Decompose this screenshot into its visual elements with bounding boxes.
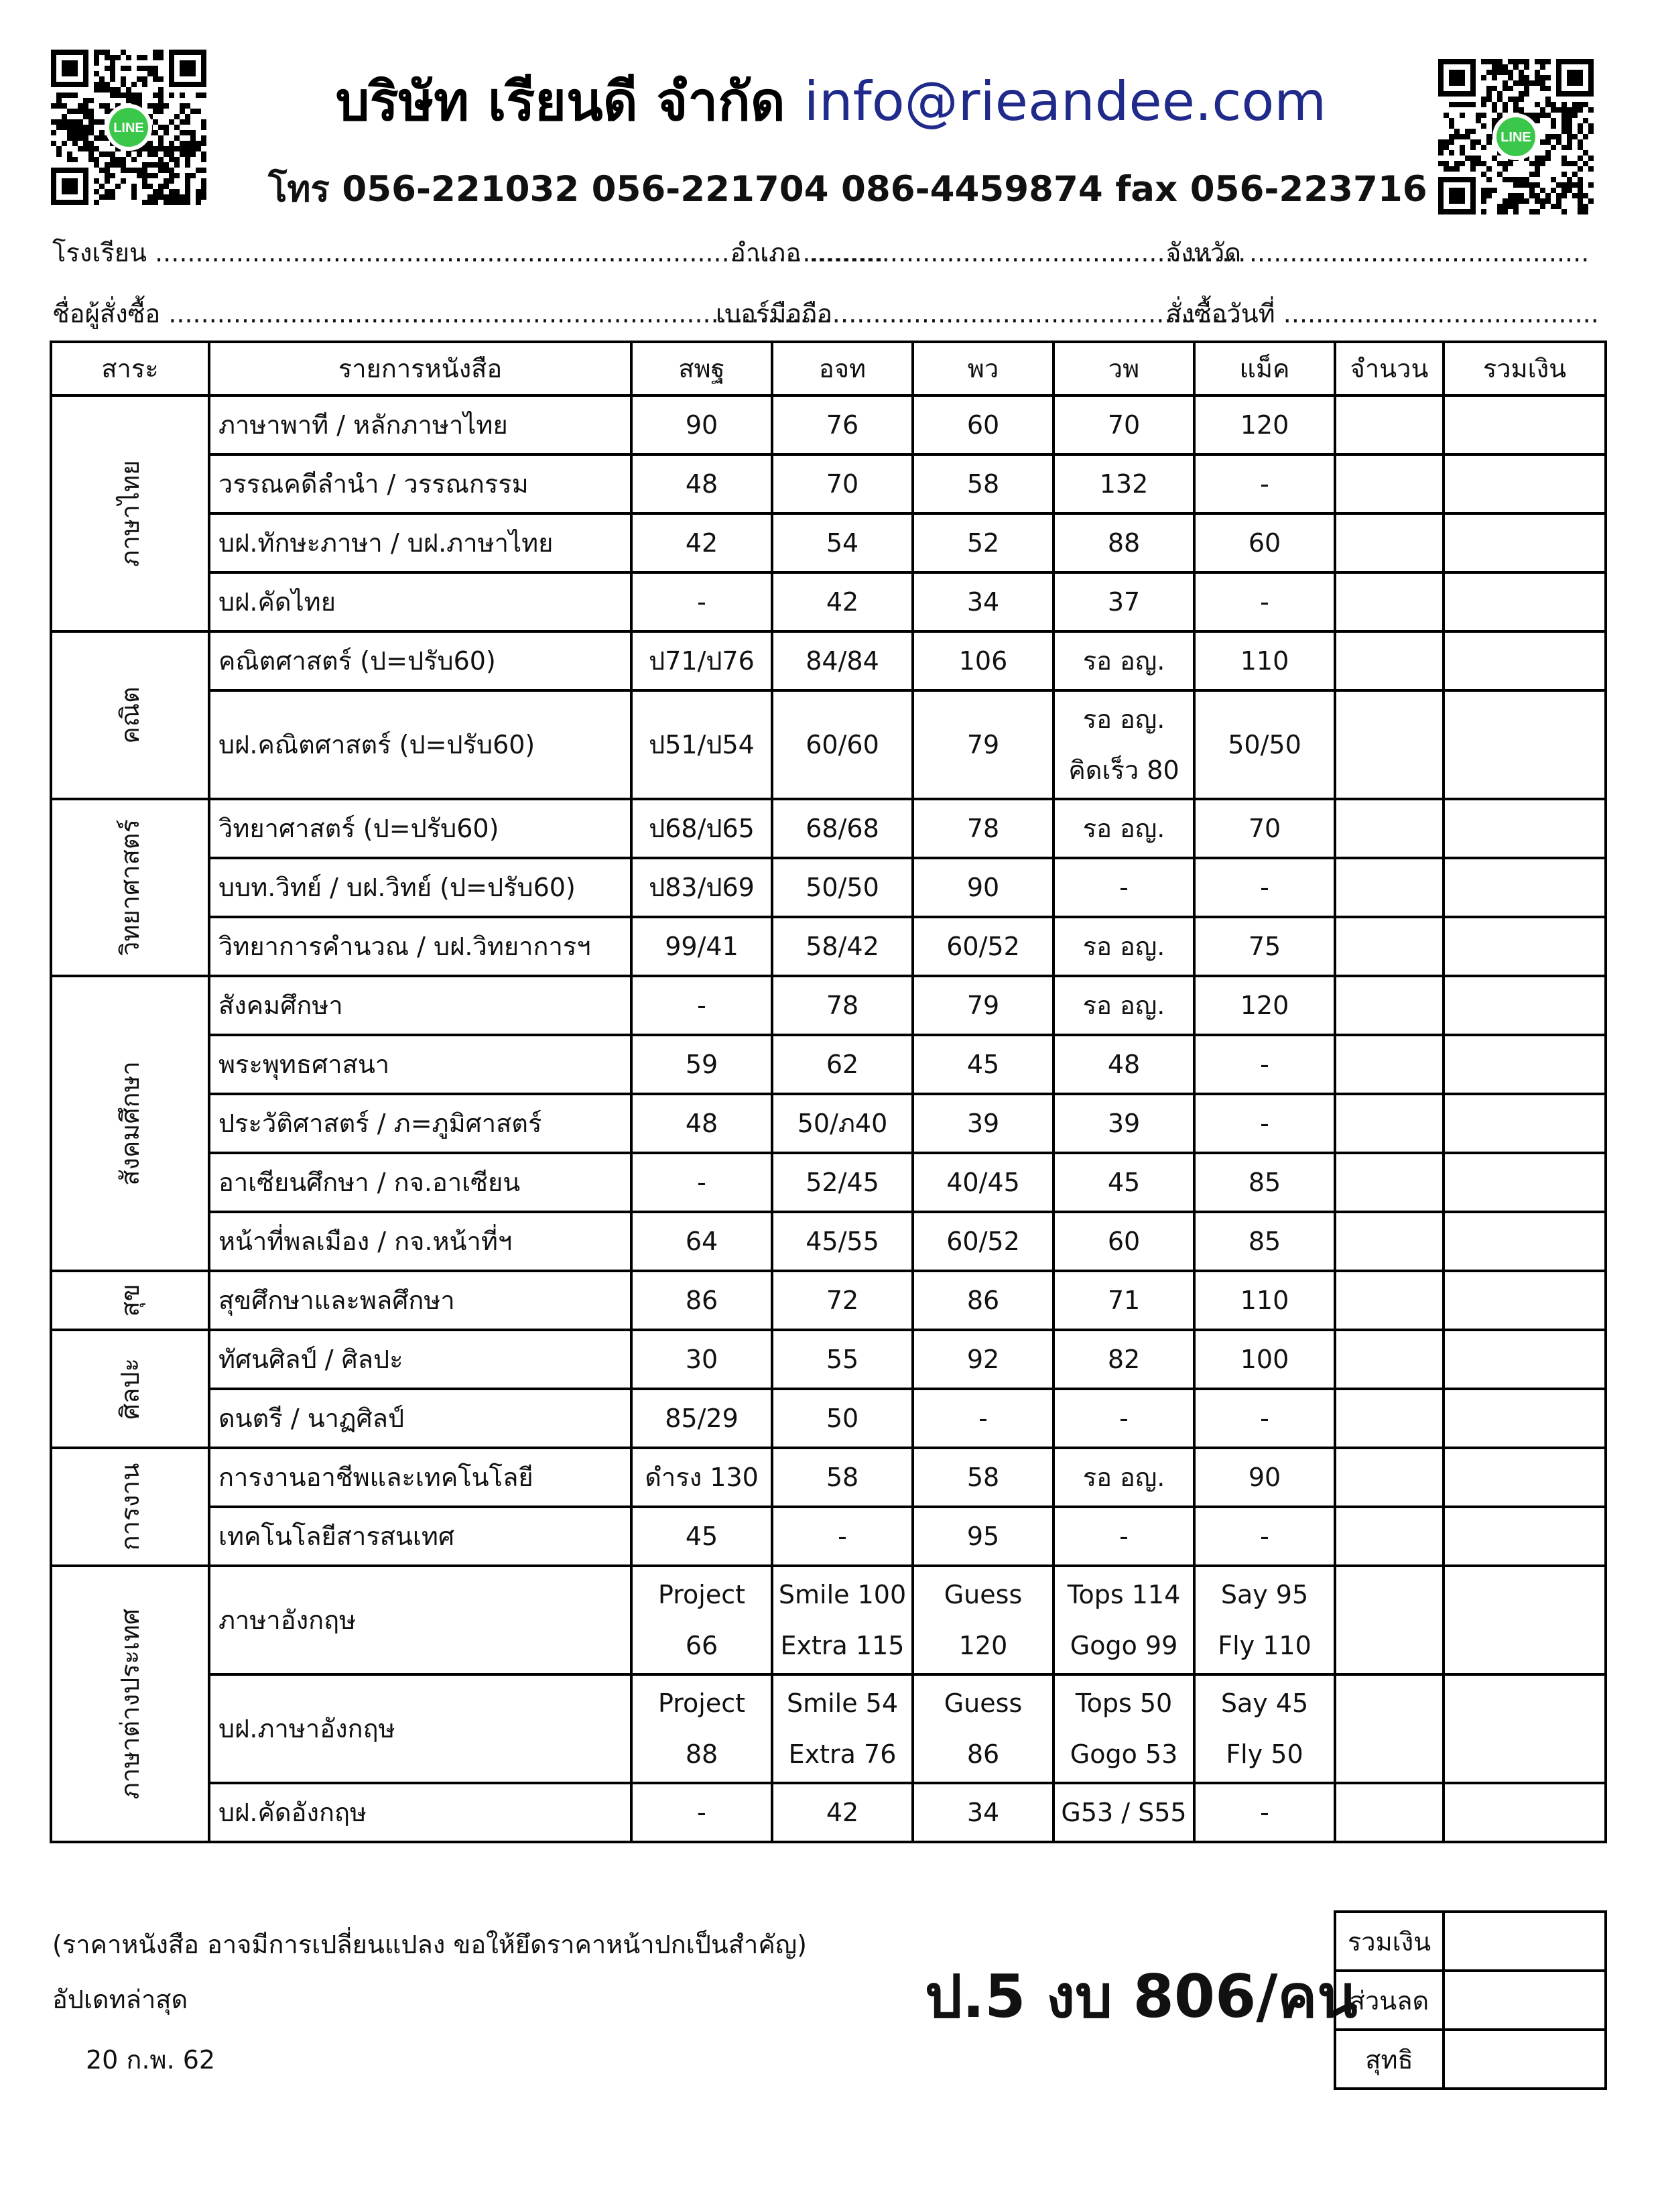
price-cell: 85 [1194, 1153, 1335, 1212]
subtotal-input-cell[interactable] [1444, 1035, 1606, 1094]
updated-label: อัปเดทล่าสุด [52, 1985, 188, 2014]
subject-label: วิทยาศาสตร์ [115, 819, 145, 956]
price-cell: รอ อญ. [1053, 917, 1194, 976]
subtotal-input-cell[interactable] [1444, 1094, 1606, 1153]
book-name-cell: ภาษาพาที / หลักภาษาไทย [209, 395, 631, 454]
price-cell: Tops 114 Gogo 99 [1053, 1566, 1194, 1674]
subtotal-input-cell[interactable] [1444, 631, 1606, 690]
price-cell: 90 [631, 395, 772, 454]
price-cell: - [1194, 1507, 1335, 1566]
table-row [51, 1035, 1606, 1094]
district-field[interactable]: อำเภอ ...................................................... [730, 238, 1246, 267]
quantity-input-cell[interactable] [1335, 690, 1444, 799]
price-cell: 84/84 [772, 631, 913, 690]
subject-label: สังคมศึกษา [115, 1061, 145, 1186]
price-cell: 58/42 [772, 917, 913, 976]
company-phone: โทร 056-221032 056-221704 086-4459874 fax 056-223716 [268, 169, 1427, 210]
subtotal-input-cell[interactable] [1444, 1507, 1606, 1566]
book-order-table [50, 341, 1607, 1843]
book-name-cell: ประวัติศาสตร์ / ภ=ภูมิศาสตร์ [209, 1094, 631, 1153]
price-cell: รอ อญ. [1053, 631, 1194, 690]
price-cell: ป51/ป54 [631, 690, 772, 799]
subtotal-input-cell[interactable] [1444, 1674, 1606, 1783]
subtotal-input-cell[interactable] [1444, 976, 1606, 1035]
price-cell: 95 [913, 1507, 1053, 1566]
column-header: วพ [1053, 342, 1194, 395]
price-cell: - [1194, 1389, 1335, 1448]
price-cell: 45 [913, 1035, 1053, 1094]
book-name-cell: บบท.วิทย์ / บฝ.วิทย์ (ป=ปรับ60) [209, 858, 631, 917]
price-cell: - [1053, 1389, 1194, 1448]
table-row [51, 1212, 1606, 1271]
totals-row [1335, 2030, 1606, 2089]
price-cell: 70 [772, 454, 913, 513]
price-cell: - [1053, 1507, 1194, 1566]
price-cell: 79 [913, 690, 1053, 799]
price-cell: 110 [1194, 1271, 1335, 1330]
book-name-cell: วรรณคดีลำนำ / วรรณกรรม [209, 454, 631, 513]
price-cell: 40/45 [913, 1153, 1053, 1212]
price-cell: รอ อญ. [1053, 976, 1194, 1035]
subtotal-input-cell[interactable] [1444, 1330, 1606, 1389]
line-logo-text: LINE [113, 121, 144, 135]
quantity-input-cell[interactable] [1335, 976, 1444, 1035]
price-cell: 86 [913, 1271, 1053, 1330]
subject-cell [51, 799, 209, 976]
price-cell: 60 [913, 395, 1053, 454]
subject-cell [51, 976, 209, 1271]
subtotal-input-cell[interactable] [1444, 858, 1606, 917]
quantity-input-cell[interactable] [1335, 1212, 1444, 1271]
book-name-cell: คณิตศาสตร์ (ป=ปรับ60) [209, 631, 631, 690]
table-row [51, 1674, 1606, 1783]
subject-cell [51, 1330, 209, 1448]
subtotal-input-cell[interactable] [1444, 1448, 1606, 1507]
price-cell: - [1194, 1035, 1335, 1094]
price-cell: 85 [1194, 1212, 1335, 1271]
price-cell: Tops 50 Gogo 53 [1053, 1674, 1194, 1783]
table-row [51, 572, 1606, 631]
company-email[interactable]: info@rieandee.com [804, 70, 1327, 133]
subtotal-input-cell[interactable] [1444, 1153, 1606, 1212]
quantity-input-cell[interactable] [1335, 1507, 1444, 1566]
price-cell: 52 [913, 513, 1053, 572]
price-cell: - [913, 1389, 1053, 1448]
price-cell: - [1194, 454, 1335, 513]
subtotal-input-cell[interactable] [1444, 1212, 1606, 1271]
book-name-cell: การงานอาชีพและเทคโนโลยี [209, 1448, 631, 1507]
price-cell: 39 [913, 1094, 1053, 1153]
subtotal-input-cell[interactable] [1444, 395, 1606, 454]
price-cell: 42 [631, 513, 772, 572]
price-cell: Guess 86 [913, 1674, 1053, 1783]
province-field[interactable]: จังหวัด .......................................... [1166, 238, 1590, 267]
price-cell: - [1194, 858, 1335, 917]
quantity-input-cell[interactable] [1335, 1448, 1444, 1507]
price-cell: 50/ภ40 [772, 1094, 913, 1153]
price-cell: - [1053, 858, 1194, 917]
table-row [51, 454, 1606, 513]
price-cell: Smile 100 Extra 115 [772, 1566, 913, 1674]
totals-label: รวมเงิน [1335, 1912, 1444, 1971]
table-row [51, 976, 1606, 1035]
price-cell: 45/55 [772, 1212, 913, 1271]
price-cell: 59 [631, 1035, 772, 1094]
quantity-input-cell[interactable] [1335, 1035, 1444, 1094]
price-cell: 88 [1053, 513, 1194, 572]
table-row [51, 1271, 1606, 1330]
price-cell: 120 [1194, 395, 1335, 454]
column-header: อจท [772, 342, 913, 395]
price-cell: 42 [772, 1783, 913, 1842]
price-cell: 58 [913, 454, 1053, 513]
price-cell: Say 45 Fly 50 [1194, 1674, 1335, 1783]
price-cell: 72 [772, 1271, 913, 1330]
buyer-field[interactable]: ชื่อผู้สั่งซื้อ .................................................................................... [52, 299, 848, 328]
book-name-cell: บฝ.ภาษาอังกฤษ [209, 1674, 631, 1783]
price-cell: 42 [772, 572, 913, 631]
subject-label: ภาษาไทย [115, 460, 145, 567]
price-cell: Guess 120 [913, 1566, 1053, 1674]
price-cell: 37 [1053, 572, 1194, 631]
table-row [51, 1448, 1606, 1507]
table-row [51, 1783, 1606, 1842]
price-cell: - [631, 572, 772, 631]
price-cell: 79 [913, 976, 1053, 1035]
price-cell: 78 [913, 799, 1053, 858]
table-row [51, 1094, 1606, 1153]
subtotal-input-cell[interactable] [1444, 690, 1606, 799]
line-qr-code-right [1438, 59, 1594, 214]
price-cell: 50/50 [772, 858, 913, 917]
totals-row [1335, 1971, 1606, 2030]
company-header [268, 59, 1394, 144]
line-logo-text: LINE [1500, 130, 1531, 145]
price-cell: 68/68 [772, 799, 913, 858]
totals-value-cell[interactable] [1444, 2030, 1606, 2089]
price-cell: 120 [1194, 976, 1335, 1035]
price-cell: 62 [772, 1035, 913, 1094]
price-cell: 60 [1194, 513, 1335, 572]
price-cell: Project 66 [631, 1566, 772, 1674]
book-name-cell: สุขศึกษาและพลศึกษา [209, 1271, 631, 1330]
book-name-cell: ดนตรี / นาฏศิลป์ [209, 1389, 631, 1448]
subject-label: การงาน [115, 1463, 145, 1551]
book-name-cell: เทคโนโลยีสารสนเทศ [209, 1507, 631, 1566]
price-cell: - [1194, 1094, 1335, 1153]
subtotal-input-cell[interactable] [1444, 1271, 1606, 1330]
subject-cell [51, 631, 209, 799]
price-cell: 100 [1194, 1330, 1335, 1389]
price-cell: Say 95 Fly 110 [1194, 1566, 1335, 1674]
table-row [51, 1153, 1606, 1212]
column-header: แม็ค [1194, 342, 1335, 395]
subtotal-input-cell[interactable] [1444, 1566, 1606, 1674]
mobile-field[interactable]: เบอร์มือถือ ................................................. [716, 299, 1237, 328]
quantity-input-cell[interactable] [1335, 1330, 1444, 1389]
quantity-input-cell[interactable] [1335, 513, 1444, 572]
price-cell: 50/50 [1194, 690, 1335, 799]
totals-table [1334, 1910, 1607, 2090]
quantity-input-cell[interactable] [1335, 395, 1444, 454]
subject-label: ภาษาต่างประเทศ [115, 1608, 145, 1800]
totals-label: สุทธิ [1335, 2030, 1444, 2089]
quantity-input-cell[interactable] [1335, 799, 1444, 858]
table-row [51, 1507, 1606, 1566]
price-cell: 75 [1194, 917, 1335, 976]
price-cell: - [1194, 572, 1335, 631]
price-cell: 64 [631, 1212, 772, 1271]
column-header: พว [913, 342, 1053, 395]
subtotal-input-cell[interactable] [1444, 572, 1606, 631]
school-field[interactable]: โรงเรียน .......................................................................................... [52, 238, 884, 267]
subject-cell [51, 1566, 209, 1842]
price-cell: 60/52 [913, 1212, 1053, 1271]
price-cell: 90 [913, 858, 1053, 917]
price-cell: 71 [1053, 1271, 1194, 1330]
price-cell: รอ อญ. คิดเร็ว 80 [1053, 690, 1194, 799]
price-cell: 86 [631, 1271, 772, 1330]
quantity-input-cell[interactable] [1335, 1783, 1444, 1842]
subtotal-input-cell[interactable] [1444, 799, 1606, 858]
price-cell: ป68/ป65 [631, 799, 772, 858]
price-cell: 30 [631, 1330, 772, 1389]
price-cell: - [772, 1507, 913, 1566]
line-qr-code-left [51, 50, 206, 205]
price-cell: รอ อญ. [1053, 799, 1194, 858]
quantity-input-cell[interactable] [1335, 858, 1444, 917]
totals-label: ส่วนลด [1335, 1971, 1444, 2030]
price-cell: 92 [913, 1330, 1053, 1389]
subtotal-input-cell[interactable] [1444, 513, 1606, 572]
table-row [51, 690, 1606, 799]
updated-date: 20 ก.พ. 62 [86, 2045, 216, 2075]
book-name-cell: บฝ.คัดไทย [209, 572, 631, 631]
price-cell: 60 [1053, 1212, 1194, 1271]
table-header-row [51, 342, 1606, 395]
price-cell: 52/45 [772, 1153, 913, 1212]
book-name-cell: วิทยาการคำนวณ / บฝ.วิทยาการฯ [209, 917, 631, 976]
table-row [51, 395, 1606, 454]
book-name-cell: ภาษาอังกฤษ [209, 1566, 631, 1674]
price-cell: - [631, 1783, 772, 1842]
quantity-input-cell[interactable] [1335, 1674, 1444, 1783]
price-cell: 58 [772, 1448, 913, 1507]
price-cell: 110 [1194, 631, 1335, 690]
price-cell: 48 [631, 454, 772, 513]
price-cell: Smile 54 Extra 76 [772, 1674, 913, 1783]
table-row [51, 1566, 1606, 1674]
quantity-input-cell[interactable] [1335, 1389, 1444, 1448]
table-row [51, 1330, 1606, 1389]
table-row [51, 631, 1606, 690]
price-cell: ป83/ป69 [631, 858, 772, 917]
totals-value-cell[interactable] [1444, 1971, 1606, 2030]
price-cell: 76 [772, 395, 913, 454]
book-name-cell: วิทยาศาสตร์ (ป=ปรับ60) [209, 799, 631, 858]
book-name-cell: บฝ.คณิตศาสตร์ (ป=ปรับ60) [209, 690, 631, 799]
book-name-cell: บฝ.คัดอังกฤษ [209, 1783, 631, 1842]
table-row [51, 1389, 1606, 1448]
price-cell: 34 [913, 572, 1053, 631]
subject-cell [51, 395, 209, 631]
price-note: (ราคาหนังสือ อาจมีการเปลี่ยนแปลง ขอให้ยึดราคาหน้าปกเป็นสำคัญ) [52, 1930, 807, 1959]
price-cell: 106 [913, 631, 1053, 690]
price-cell: 50 [772, 1389, 913, 1448]
price-cell: - [631, 976, 772, 1035]
table-row [51, 917, 1606, 976]
company-name: บริษัท เรียนดี จำกัด [335, 70, 785, 133]
subject-label: ศิลปะ [115, 1358, 145, 1420]
price-cell: 48 [1053, 1035, 1194, 1094]
table-row [51, 799, 1606, 858]
price-cell: ป71/ป76 [631, 631, 772, 690]
price-cell: 58 [913, 1448, 1053, 1507]
price-cell: 45 [631, 1507, 772, 1566]
price-cell: 90 [1194, 1448, 1335, 1507]
subtotal-input-cell[interactable] [1444, 454, 1606, 513]
column-header: สาระ [51, 342, 209, 395]
price-cell: ดำรง 130 [631, 1448, 772, 1507]
book-name-cell: บฝ.ทักษะภาษา / บฝ.ภาษาไทย [209, 513, 631, 572]
column-header: สพฐ [631, 342, 772, 395]
price-cell: 85/29 [631, 1389, 772, 1448]
price-cell: 54 [772, 513, 913, 572]
table-row [51, 858, 1606, 917]
subtotal-input-cell[interactable] [1444, 1783, 1606, 1842]
price-cell: 70 [1194, 799, 1335, 858]
subject-label: สุข [115, 1284, 145, 1317]
quantity-input-cell[interactable] [1335, 1094, 1444, 1153]
order-date-field[interactable]: สั่งซื้อวันที่ ....................................... [1166, 299, 1599, 328]
book-name-cell: หน้าที่พลเมือง / กจ.หน้าที่ฯ [209, 1212, 631, 1271]
price-cell: 82 [1053, 1330, 1194, 1389]
column-header: รายการหนังสือ [209, 342, 631, 395]
book-name-cell: อาเซียนศึกษา / กจ.อาเซียน [209, 1153, 631, 1212]
column-header: จำนวน [1335, 342, 1444, 395]
price-cell: 70 [1053, 395, 1194, 454]
price-cell: 60/60 [772, 690, 913, 799]
price-cell: 34 [913, 1783, 1053, 1842]
column-header: รวมเงิน [1444, 342, 1606, 395]
price-cell: Project 88 [631, 1674, 772, 1783]
totals-value-cell[interactable] [1444, 1912, 1606, 1971]
price-cell: 99/41 [631, 917, 772, 976]
price-cell: G53 / S55 [1053, 1783, 1194, 1842]
price-cell: รอ อญ. [1053, 1448, 1194, 1507]
subject-label: คณิต [115, 686, 145, 744]
price-cell: 78 [772, 976, 913, 1035]
quantity-input-cell[interactable] [1335, 1271, 1444, 1330]
price-cell: - [631, 1153, 772, 1212]
subtotal-input-cell[interactable] [1444, 1389, 1606, 1448]
price-cell: 60/52 [913, 917, 1053, 976]
subject-cell [51, 1448, 209, 1566]
quantity-input-cell[interactable] [1335, 454, 1444, 513]
price-cell: 132 [1053, 454, 1194, 513]
quantity-input-cell[interactable] [1335, 917, 1444, 976]
quantity-input-cell[interactable] [1335, 1566, 1444, 1674]
quantity-input-cell[interactable] [1335, 631, 1444, 690]
quantity-input-cell[interactable] [1335, 572, 1444, 631]
subject-cell [51, 1271, 209, 1330]
book-name-cell: พระพุทธศาสนา [209, 1035, 631, 1094]
subtotal-input-cell[interactable] [1444, 917, 1606, 976]
quantity-input-cell[interactable] [1335, 1153, 1444, 1212]
price-cell: 45 [1053, 1153, 1194, 1212]
price-cell: 48 [631, 1094, 772, 1153]
book-name-cell: สังคมศึกษา [209, 976, 631, 1035]
book-name-cell: ทัศนศิลป์ / ศิลปะ [209, 1330, 631, 1389]
price-cell: 39 [1053, 1094, 1194, 1153]
price-cell: 55 [772, 1330, 913, 1389]
table-row [51, 513, 1606, 572]
price-cell: - [1194, 1783, 1335, 1842]
totals-row [1335, 1912, 1606, 1971]
grade-budget: ป.5 งบ 806/คน [925, 1962, 1358, 2031]
